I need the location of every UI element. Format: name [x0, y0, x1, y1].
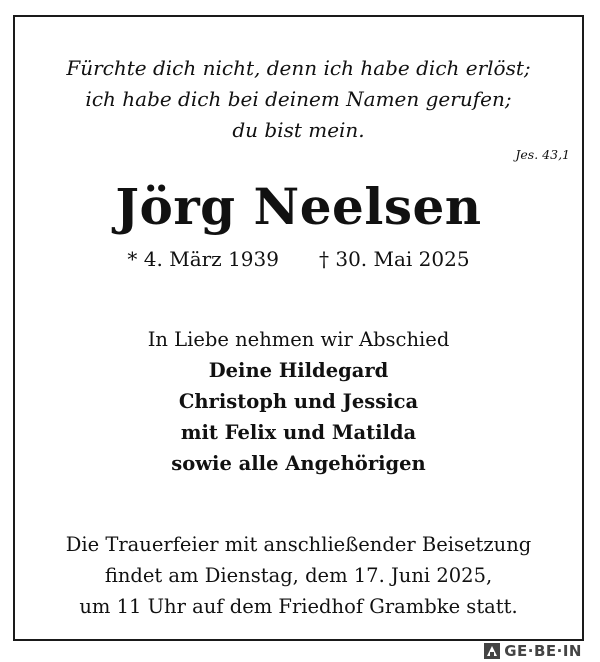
verse-line-2: ich habe dich bei deinem Namen gerufen; [85, 87, 512, 111]
gebein-logo [480, 642, 586, 660]
birth-date: * 4. März 1939 [127, 247, 279, 271]
service-line-1: Die Trauerfeier mit anschließender Beisetzung [65, 533, 532, 556]
deceased-name: Jörg Neelsen [115, 177, 482, 236]
mourner-line: Deine Hildegard [208, 359, 389, 382]
verse-reference: Jes. 43,1 [515, 147, 570, 162]
mourner-line: Christoph und Jessica [178, 390, 419, 413]
obituary-frame [13, 15, 584, 641]
obituary-content [15, 17, 582, 639]
bible-verse [15, 53, 582, 146]
death-date: † 30. Mai 2025 [318, 247, 470, 271]
gebein-logo-icon [484, 643, 500, 659]
service-line-3: um 11 Uhr auf dem Friedhof Grambke statt. [79, 595, 518, 618]
mourner-line: mit Felix und Matilda [180, 421, 417, 444]
farewell-intro: In Liebe nehmen wir Abschied [147, 328, 450, 351]
service-line-2: findet am Dienstag, dem 17. Juni 2025, [104, 564, 493, 587]
verse-line-3: du bist mein. [232, 118, 365, 142]
verse-line-1: Fürchte dich nicht, denn ich habe dich erlöst; [66, 56, 531, 80]
logo-text: GE·BE·IN [504, 642, 582, 660]
mourner-line: sowie alle Angehörigen [171, 452, 426, 475]
farewell-block [15, 324, 582, 479]
life-dates [15, 247, 582, 271]
funeral-service-info [15, 529, 582, 622]
